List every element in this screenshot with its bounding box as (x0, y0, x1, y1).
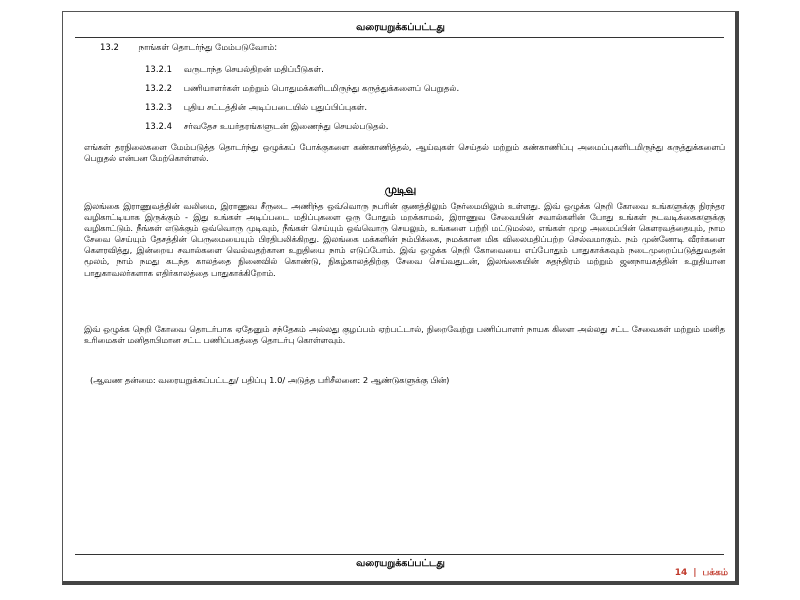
list-item (145, 122, 388, 133)
page-border (62, 11, 739, 585)
page-header: வரையறுக்கப்பட்டது (356, 22, 445, 33)
contact-paragraph: இவ் ஒழுக்க நெறி கோவை தொடர்பாக ஏதேனும் சந்தேகம் அல்லது குழப்பம் ஏற்பட்டால், நிறைவேற்று பணிப்பாளர் நாயக கிளை அல்லது சட்ட சேவைகள் மற்றும் மனித உரிமைகள் மனிதாபிமான சட்ட பணிப்பகத்தை தொடர்பு கொள்ளவும். (84, 324, 725, 346)
header-divider (75, 37, 724, 38)
list-item-text: புதிய சட்டத்தின் அடிப்படையில் புதுப்பிப்புகள். (183, 103, 368, 113)
section-13-2 (100, 43, 277, 54)
page-number-value: 14 (674, 568, 688, 578)
page-number-separator: | (693, 568, 697, 578)
page-footer: வரையறுக்கப்பட்டது (356, 558, 445, 569)
list-item (145, 65, 324, 76)
page-number (675, 568, 728, 579)
monitoring-paragraph: எங்கள் தரநிலைகளை மேம்படுத்த தொடர்ந்து ஒழுக்கப் போக்குகளை கண்காணித்தல், ஆய்வுகள் செய்தல் மற்றும் கண்காணிப்பு அமைப்புகளிடமிருந்து கருத்துக்களைப் பெறுதல் என்பன மேற்கொள்ளல். (84, 142, 725, 164)
section-title: நாங்கள் தொடர்ந்து மேம்படுவோம்: (138, 43, 278, 53)
list-item-text: சர்வதேச உயர்தரங்களுடன் இணைந்து செயல்படுதல். (183, 122, 389, 132)
list-item-text: பணியாளர்கள் மற்றும் பொதுமக்களிடமிருந்து கருத்துக்களைப் பெறுதல். (183, 84, 460, 94)
document-info: (ஆவண தன்மை: வரையறுக்கப்பட்டது/ பதிப்பு 1.0/ அடுத்த பரிசீலனை: 2 ஆண்டுகளுக்கு பின்) (90, 375, 450, 385)
conclusion-heading (62, 183, 739, 198)
list-item-number: 13.2.1 (145, 65, 173, 75)
section-number: 13.2 (100, 43, 119, 53)
list-item-number: 13.2.4 (145, 122, 173, 132)
conclusion-heading-text: முடிவு (384, 183, 417, 196)
list-item-number: 13.2.2 (145, 84, 173, 94)
list-item-number: 13.2.3 (145, 103, 173, 113)
list-item (145, 103, 367, 114)
footer-divider (75, 554, 724, 555)
page-label: பக்கம் (702, 568, 728, 578)
conclusion-paragraph: இலங்கை இராணுவத்தின் வலிமை, இராணுவ சீருடை அணிந்த ஒவ்வொரு நபரின் குணத்திலும் நேர்மையிலும் உள்ளது. இவ் ஒழுக்க நெறி கோவை உங்களுக்கு நிரந்தர வழிகாட்டியாக இருக்கும் - இது உங்கள் அடிப்படை மதிப்புகளை ஒரு போதும் மறக்காமல், இராணுவ சேவையின் சவால்களின் போது உங்கள் நடவடிக்கைகளுக்கு வழிகாட்டும். நீங்கள் எடுக்கும் ஒவ்வொரு முடிவும், நீங்கள் செய்யும் ஒவ்வொரு செயலும், உங்களை பற்றி மட்டுமல்ல, எங்கள் முழு அமைப்பின் கௌரவத்தையும், நாம சேவை செய்யும் தேசத்தின் பெருமையையும் பிரதிபலிக்கிறது. இலங்கை மக்களின் நம்பிக்கை, நமக்கான மிக விலைமதிப்பற்ற செல்வமாகும். நம் முன்னோடி வீரர்களை கௌரவித்து, இன்றைய சவால்களை வெல்வதற்கான உறுதியை நாம் எடுப்போம். இவ் ஒழுக்க நெறி கோவையை எப்போதும் பாதுகாக்கவும் நடைமுறைப்படுத்துவதன் மூலம், நாம் நமது கடந்த காலத்தை நினைவில் கொண்டு, நிகழ்காலத்திற்கு சேவை செய்வதுடன், இலங்கையின் சுதந்திரம் மற்றும் ஜனநாயகத்தின் உறுதியான பாதுகாவலர்களாக எதிர்காலத்தை பாதுகாக்கிறோம். (84, 201, 725, 278)
list-item-text: வருடாந்த செயல்திறன் மதிப்பீடுகள். (183, 65, 324, 75)
list-item (145, 84, 459, 95)
